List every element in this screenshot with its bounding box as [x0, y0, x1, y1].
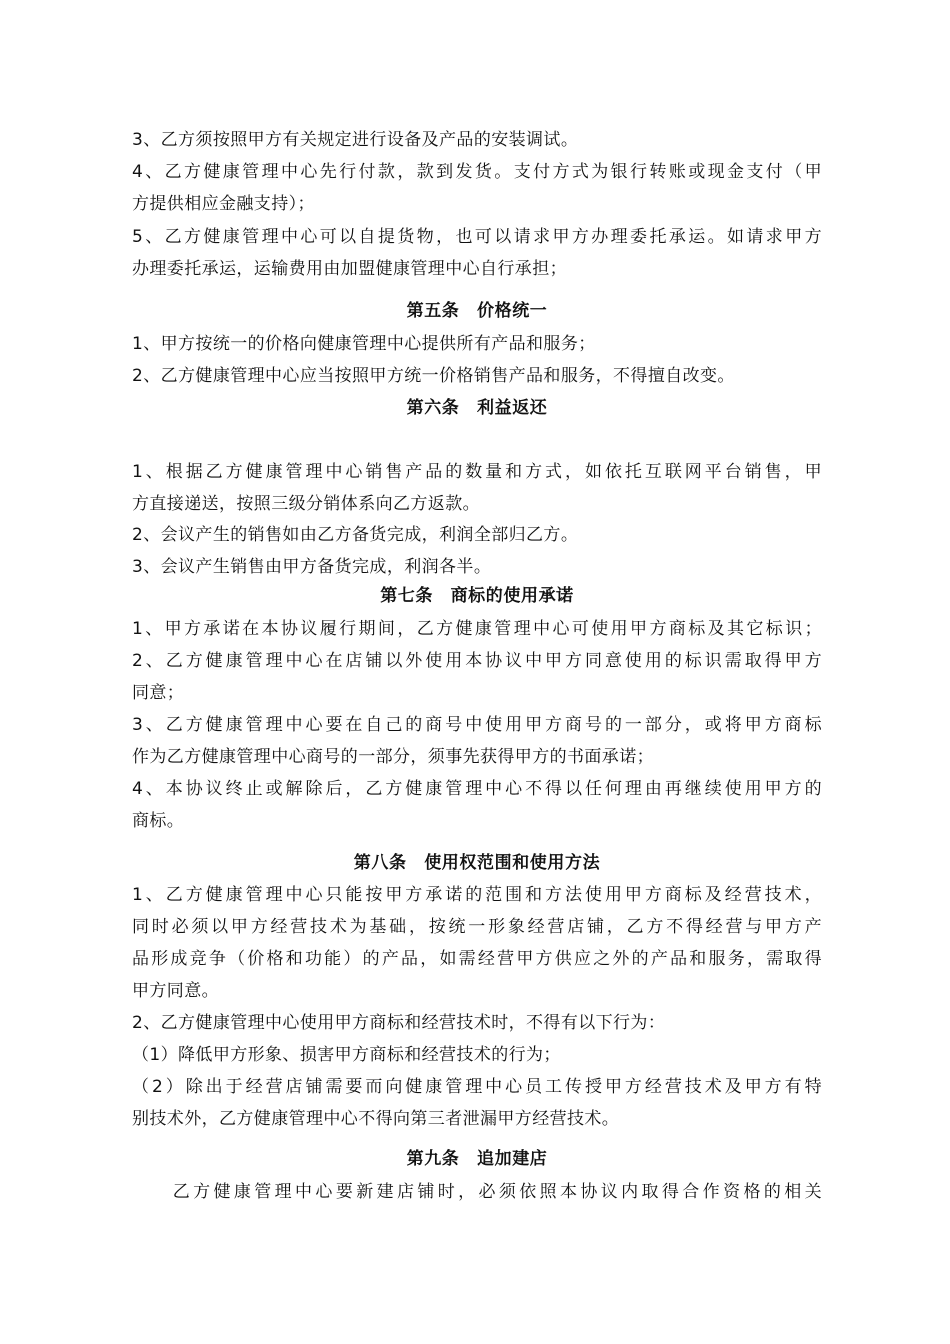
paragraph-line: 同时必须以甲方经营技术为基础，按统一形象经营店铺，乙方不得经营与甲方产 — [132, 917, 822, 937]
section-heading: 第六条 利益返还 — [406, 398, 548, 418]
paragraph-line: 5、乙方健康管理中心可以自提货物，也可以请求甲方办理委托承运。如请求甲方 — [132, 227, 822, 247]
paragraph-line: 同意； — [132, 683, 185, 703]
paragraph-line: 品形成竞争（价格和功能）的产品，如需经营甲方供应之外的产品和服务，需取得 — [132, 949, 822, 969]
paragraph-line: 2、乙方健康管理中心应当按照甲方统一价格销售产品和服务，不得擅自改变。 — [132, 366, 735, 386]
paragraph-line: 3、乙方须按照甲方有关规定进行设备及产品的安装调试。 — [132, 130, 579, 150]
paragraph-line: 4、本协议终止或解除后，乙方健康管理中心不得以任何理由再继续使用甲方的 — [132, 779, 822, 799]
section-heading: 第五条 价格统一 — [406, 301, 548, 321]
paragraph-line: 方提供相应金融支持）； — [132, 194, 315, 214]
paragraph-line: 作为乙方健康管理中心商号的一部分，须事先获得甲方的书面承诺； — [132, 747, 654, 767]
paragraph-line: 1、甲方按统一的价格向健康管理中心提供所有产品和服务； — [132, 334, 596, 354]
paragraph-line: （1）降低甲方形象、损害甲方商标和经营技术的行为； — [132, 1045, 561, 1065]
paragraph-line: 商标。 — [132, 811, 185, 831]
section-heading: 第八条 使用权范围和使用方法 — [353, 853, 601, 873]
paragraph-line: 1、乙方健康管理中心只能按甲方承诺的范围和方法使用甲方商标及经营技术， — [132, 885, 822, 905]
paragraph-line: 1、甲方承诺在本协议履行期间，乙方健康管理中心可使用甲方商标及其它标识； — [132, 619, 822, 639]
paragraph-line: 2、乙方健康管理中心在店铺以外使用本协议中甲方同意使用的标识需取得甲方 — [132, 651, 822, 671]
paragraph-line: 2、乙方健康管理中心使用甲方商标和经营技术时，不得有以下行为： — [132, 1013, 666, 1033]
section-heading: 第七条 商标的使用承诺 — [380, 586, 574, 606]
paragraph-line: 方直接递送，按照三级分销体系向乙方返款。 — [132, 494, 480, 514]
paragraph-line: 甲方同意。 — [132, 981, 219, 1001]
paragraph-line: （2）除出于经营店铺需要而向健康管理中心员工传授甲方经营技术及甲方有特 — [132, 1077, 822, 1097]
paragraph-line: 1、根据乙方健康管理中心销售产品的数量和方式，如依托互联网平台销售，甲 — [132, 462, 822, 482]
section-heading: 第九条 追加建店 — [406, 1149, 548, 1169]
paragraph-line: 别技术外，乙方健康管理中心不得向第三者泄漏甲方经营技术。 — [132, 1109, 620, 1129]
paragraph-line: 4、乙方健康管理中心先行付款，款到发货。支付方式为银行转账或现金支付（甲 — [132, 162, 822, 182]
paragraph-line: 3、会议产生销售由甲方备货完成，利润各半。 — [132, 557, 492, 577]
paragraph-line: 乙方健康管理中心要新建店铺时，必须依照本协议内取得合作资格的相关 — [132, 1182, 822, 1202]
paragraph-line: 办理委托承运，运输费用由加盟健康管理中心自行承担； — [132, 259, 567, 279]
paragraph-line: 2、会议产生的销售如由乙方备货完成，利润全部归乙方。 — [132, 525, 579, 545]
paragraph-line: 3、乙方健康管理中心要在自己的商号中使用甲方商号的一部分，或将甲方商标 — [132, 715, 822, 735]
